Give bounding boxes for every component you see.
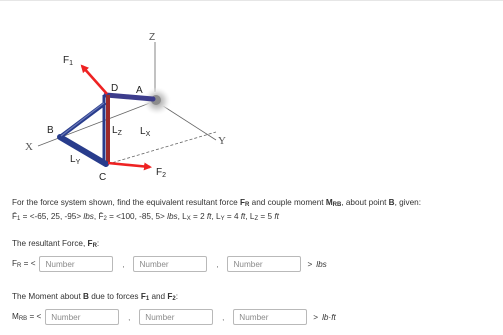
comma-separator: ,: [222, 312, 225, 322]
point-b-label: B: [47, 125, 54, 136]
length-lz-label: $L_Z$: [112, 125, 122, 137]
moment-lead: MRB = <: [12, 312, 42, 322]
moment-y-input[interactable]: [139, 309, 213, 325]
force-f1-label: $F_1$: [63, 55, 74, 67]
length-lx-label: $L_X$: [140, 126, 151, 138]
x-axis-label: X: [25, 141, 33, 153]
moment-x-input[interactable]: [45, 309, 119, 325]
force-x-input[interactable]: [39, 256, 113, 272]
moment-unit: lb·ft: [322, 312, 336, 322]
problem-statement: [12, 197, 496, 225]
resultant-force-row: [12, 255, 327, 273]
y-axis-label: Y: [218, 135, 226, 147]
moment-z-input[interactable]: [233, 309, 307, 325]
vector-close-bracket: >: [307, 259, 313, 269]
y-axis-line: [160, 104, 216, 140]
length-ly-label: $L_Y$: [70, 154, 81, 166]
force-f2-arrow: [108, 163, 150, 167]
force-unit: lbs: [316, 259, 327, 269]
resultant-force-lead: FR = <: [12, 259, 36, 269]
moment-label: The Moment about B due to forces F1 and F2:: [12, 292, 179, 302]
comma-separator: ,: [122, 259, 125, 269]
force-y-input[interactable]: [133, 256, 207, 272]
comma-separator: ,: [216, 259, 219, 269]
problem-line-2: F̄1 = <-65, 25, -95> lbs, F̄2 = <100, -85, 5> lbs, LX = 2 ft, LY = 4 ft, LZ = 5 ft: [12, 212, 279, 222]
member-bd-highlight: [61, 103, 104, 136]
dashed-projection: [108, 132, 216, 164]
moment-row: [12, 308, 336, 326]
point-c-label: C: [99, 172, 107, 183]
member-bc: [60, 137, 106, 164]
point-d-label: D: [111, 83, 119, 94]
problem-line-1: For the force system shown, find the equivalent resultant force FR and couple moment MRB, about point B, given:: [12, 198, 421, 208]
force-f1-arrow: [82, 66, 107, 94]
comma-separator: ,: [128, 312, 131, 322]
resultant-force-label: The resultant Force, FR:: [12, 239, 100, 249]
vector-close-bracket: >: [313, 312, 319, 322]
force-f2-label: $F_2$: [156, 167, 167, 179]
z-axis-label: Z: [149, 32, 156, 43]
force-z-input[interactable]: [227, 256, 301, 272]
point-a-label: A: [136, 85, 143, 96]
